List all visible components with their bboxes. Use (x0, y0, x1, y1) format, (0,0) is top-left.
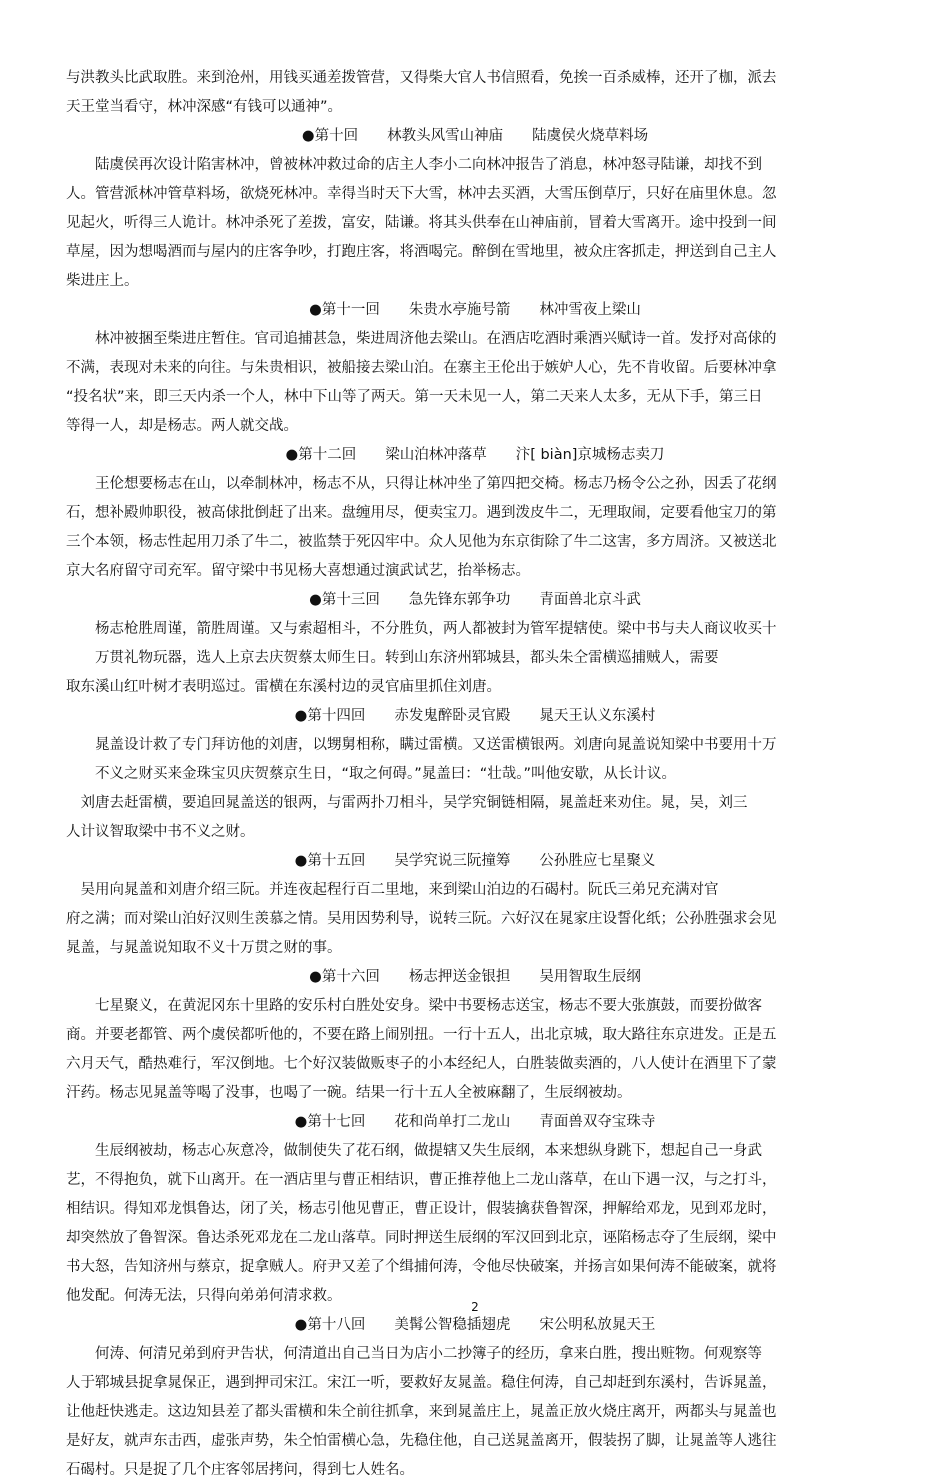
body-text-line: 刘唐去赶雷横，要追回晁盖送的银两，与雷两扑刀相斗，吴学究铜链相隔，晁盖赶来劝住。晁，吴，刘三 (66, 795, 748, 811)
chapter-heading: ●第十一回 朱贵水亭施号箭 林冲雪夜上梁山 (309, 302, 641, 318)
body-text-line: 等得一人，却是杨志。两人就交战。 (66, 418, 298, 434)
body-text-line: 汗药。杨志见晁盖等喝了没事，也喝了一碗。结果一行十五人全被麻翻了，生辰纲被劫。 (66, 1085, 632, 1101)
body-text-line: 与洪教头比武取胜。来到沧州，用钱买通差拨管营，又得柴大官人书信照看，免挨一百杀威棒，还开了枷，派去 (66, 70, 777, 86)
body-text-line: 艺，不得抱负，就下山离开。在一酒店里与曹正相结识，曹正推荐他上二龙山落草，在山下遇一汉，与之打斗， (66, 1172, 777, 1188)
body-text-line: 府之满；而对梁山泊好汉则生羡慕之情。吴用因势利导，说转三阮。六好汉在晁家庄设誓化纸；公孙胜强求会见 (66, 911, 777, 927)
chapter-heading: ●第十回 林教头风雪山神庙 陆虞侯火烧草料场 (301, 128, 649, 144)
body-text-line: 吴用向晁盖和刘唐介绍三阮。并连夜起程行百二里地，来到梁山泊边的石碣村。阮氏三弟兄充满对官 (66, 882, 719, 898)
chapter-heading: ●第十七回 花和尚单打二龙山 青面兽双夺宝珠寺 (294, 1114, 656, 1130)
body-text-line: 七星聚义，在黄泥冈东十里路的安乐村白胜处安身。梁中书要杨志送宝，杨志不要大张旗鼓，而要扮做客 (66, 998, 762, 1014)
body-text-line: 三个本领，杨志性起用刀杀了牛二，被监禁于死囚牢中。众人见他为东京街除了牛二这害，多方周济。又被送北 (66, 534, 777, 550)
body-text-line: 让他赶快逃走。这边知县差了都头雷横和朱仝前往抓拿，来到晁盖庄上，晁盖正放火烧庄离开，两都头与晁盖也 (66, 1404, 777, 1420)
body-text-line: 王伦想要杨志在山，以牵制林冲，杨志不从，只得让林冲坐了第四把交椅。杨志乃杨令公之孙，因丢了花纲 (66, 476, 777, 492)
body-text-line: 人于郓城县捉拿晁保正，遇到押司宋江。宋江一听，要救好友晁盖。稳住何涛，自己却赶到东溪村，告诉晁盖， (66, 1375, 777, 1391)
body-text-line: 草屋，因为想喝酒而与屋内的庄客争吵，打跑庄客，将酒喝完。醉倒在雪地里，被众庄客抓走，押送到自己主人 (66, 244, 777, 260)
body-text-line: 何涛、何清兄弟到府尹告状，何清道出自己当日为店小二抄簿子的经历，拿来白胜，搜出赃物。何观察等 (66, 1346, 762, 1362)
body-text-line: 林冲被捆至柴进庄暂住。官司追捕甚急，柴进周济他去梁山。在酒店吃酒时乘酒兴赋诗一首。发抒对高俅的 (66, 331, 777, 347)
body-text-line: 石，想补殿帅职役，被高俅批倒赶了出来。盘缠用尽，便卖宝刀。遇到泼皮牛二，无理取闹，定要看他宝刀的第 (66, 505, 777, 521)
body-text-line: 六月天气，酷热难行，军汉倒地。七个好汉装做贩枣子的小本经纪人，白胜装做卖酒的，八人使计在酒里下了蒙 (66, 1056, 777, 1072)
body-text-line: 取东溪山红叶树才表明巡过。雷横在东溪村边的灵官庙里抓住刘唐。 (66, 679, 501, 695)
body-text-line: 人。管营派林冲管草料场，欲烧死林冲。幸得当时天下大雪，林冲去买酒，大雪压倒草厅，只好在庙里休息。忽 (66, 186, 777, 202)
body-text-line: 京大名府留守司充军。留守梁中书见杨大喜想通过演武试艺，抬举杨志。 (66, 563, 530, 579)
body-text-line: 他发配。何涛无法，只得向弟弟何清求救。 (66, 1288, 342, 1304)
chapter-heading: ●第十二回 梁山泊林冲落草 汴[ biàn]京城杨志卖刀 (285, 447, 665, 463)
body-text-line: 却突然放了鲁智深。鲁达杀死邓龙在二龙山落草。同时押送生辰纲的军汉回到北京，诬陷杨志夺了生辰纲，梁中 (66, 1230, 777, 1246)
body-text-line: 不义之财买来金珠宝贝庆贺蔡京生日，“取之何碍。”晁盖曰：“壮哉。”叫他安歇，从长计议。 (66, 766, 677, 782)
chapter-heading: ●第十八回 美髯公智稳插翅虎 宋公明私放晁天王 (294, 1317, 656, 1333)
body-text-line: 书大怒，告知济州与蔡京，捉拿贼人。府尹又差了个缉捕何涛，令他尽快破案，并扬言如果何涛不能破案，就将 (66, 1259, 777, 1275)
body-text-line: 万贯礼物玩器，选人上京去庆贺蔡太师生日。转到山东济州郓城县，都头朱仝雷横巡捕贼人，需要 (66, 650, 719, 666)
body-text-line: 是好友，就声东击西，虚张声势，朱仝怕雷横心急，先稳住他，自己送晁盖离开，假装拐了脚，让晁盖等人逃往 (66, 1433, 777, 1449)
page-number: 2 (471, 1300, 479, 1314)
body-text-line: “投名状”来，即三天内杀一个人，林中下山等了两天。第一天未见一人，第二天来人太多，无从下手，第三日 (66, 389, 763, 405)
body-text-line: 相结识。得知邓龙惧鲁达，闭了关，杨志引他见曹正，曹正设计，假装擒获鲁智深，押解给邓龙，见到邓龙时， (66, 1201, 777, 1217)
chapter-heading: ●第十六回 杨志押送金银担 吴用智取生辰纲 (309, 969, 641, 985)
body-text-line: 杨志枪胜周谨，箭胜周谨。又与索超相斗，不分胜负，两人都被封为管军提辖使。梁中书与夫人商议收买十 (66, 621, 777, 637)
body-text-line: 不满，表现对未来的向往。与朱贵相识，被船接去梁山泊。在寨主王伦出于嫉妒人心，先不肯收留。后要林冲拿 (66, 360, 777, 376)
chapter-heading: ●第十五回 吴学究说三阮撞筹 公孙胜应七星聚义 (294, 853, 656, 869)
body-text-line: 晁盖设计救了专门拜访他的刘唐，以甥舅相称，瞒过雷横。又送雷横银两。刘唐向晁盖说知梁中书要用十万 (66, 737, 777, 753)
body-text-line: 商。并要老都管、两个虞侯都听他的，不要在路上闹别扭。一行十五人，出北京城，取大路往东京进发。正是五 (66, 1027, 777, 1043)
body-text-line: 生辰纲被劫，杨志心灰意冷，做制使失了花石纲，做提辖又失生辰纲，本来想纵身跳下，想起自己一身武 (66, 1143, 762, 1159)
body-text-line: 陆虞侯再次设计陷害林冲，曾被林冲救过命的店主人李小二向林冲报告了消息，林冲怒寻陆谦，却找不到 (66, 157, 762, 173)
body-text-line: 见起火，听得三人诡计。林冲杀死了差拨，富安，陆谦。将其头供奉在山神庙前，冒着大雪离开。途中投到一间 (66, 215, 777, 231)
body-text-line: 柴进庄上。 (66, 273, 139, 289)
chapter-heading: ●第十四回 赤发鬼醉卧灵官殿 晁天王认义东溪村 (294, 708, 656, 724)
body-text-line: 石碣村。只是捉了几个庄客邻居拷问，得到七人姓名。 (66, 1462, 414, 1478)
chapter-heading: ●第十三回 急先锋东郭争功 青面兽北京斗武 (309, 592, 641, 608)
body-text-line: 天王堂当看守，林冲深感“有钱可以通神”。 (66, 99, 343, 115)
body-text-line: 人计议智取梁中书不义之财。 (66, 824, 255, 840)
body-text-line: 晁盖，与晁盖说知取不义十万贯之财的事。 (66, 940, 342, 956)
